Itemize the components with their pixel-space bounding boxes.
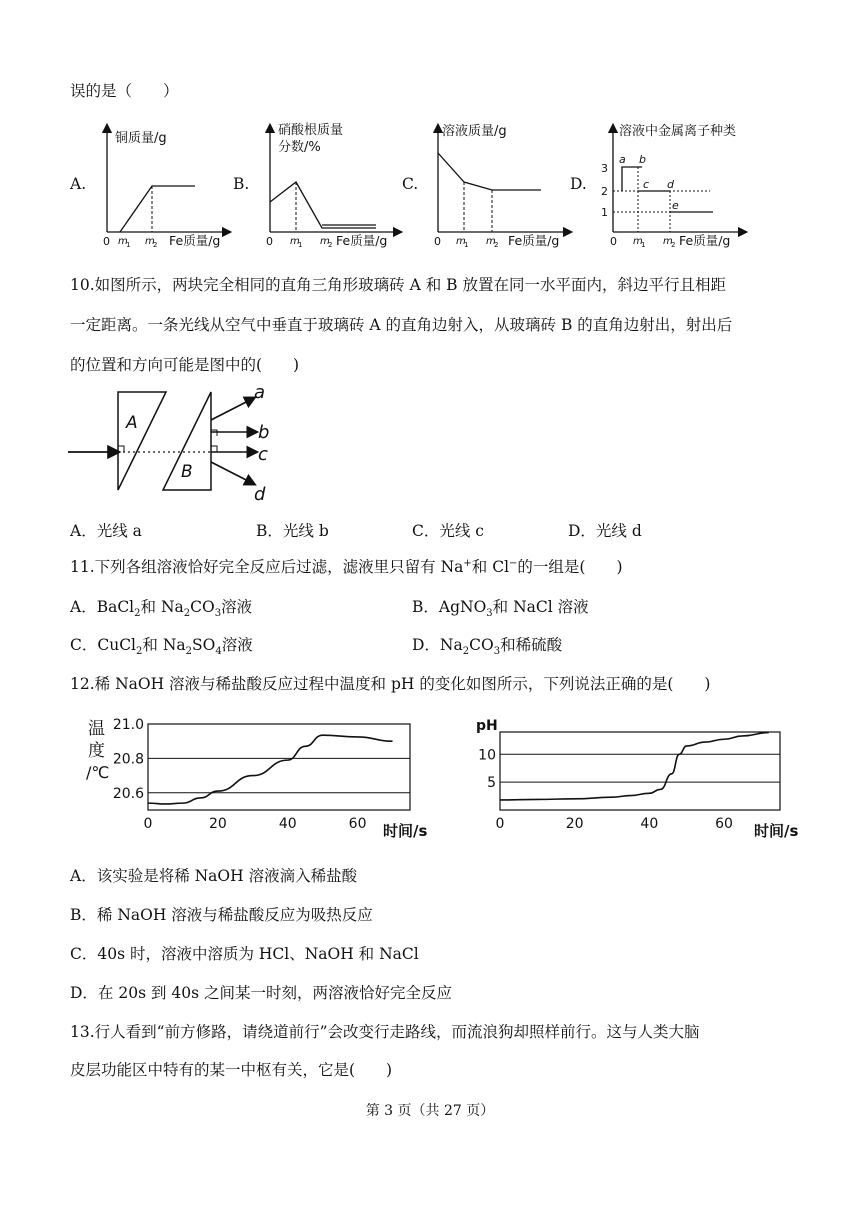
svg-text:m: m — [290, 236, 300, 247]
svg-text:m: m — [633, 236, 643, 247]
svg-text:m: m — [118, 236, 128, 247]
ph-ylabel: pH — [476, 718, 498, 734]
svg-text:2: 2 — [153, 241, 158, 249]
q9b-nitrate-line — [270, 182, 376, 228]
svg-text:1: 1 — [641, 241, 646, 249]
svg-text:1: 1 — [464, 241, 469, 249]
svg-text:1: 1 — [298, 241, 303, 249]
svg-text:1: 1 — [126, 241, 131, 249]
svg-text:a: a — [619, 153, 626, 166]
q9-graph-b — [258, 120, 406, 255]
temp-ylabel-3: /℃ — [86, 763, 110, 782]
temp-xtick-label: 60 — [348, 816, 367, 832]
temp-ytick-label: 20.8 — [112, 751, 144, 768]
svg-text:0: 0 — [610, 235, 617, 248]
svg-text:m: m — [145, 236, 155, 247]
q9b-ylabel-1: 硝酸根质量 — [278, 123, 344, 138]
page-footer: 第 3 页（共 27 页） — [365, 1103, 495, 1119]
svg-text:b: b — [639, 153, 646, 166]
q11-option-d: D．$Na_2CO_3$和稀硫酸 — [412, 636, 563, 658]
svg-text:m: m — [320, 236, 330, 247]
prism-a — [118, 392, 166, 490]
q9b-ylabel-2: 分数/% — [278, 140, 321, 155]
temp-ylabel-2: 度 — [88, 741, 105, 761]
temp-xtick-label: 20 — [208, 816, 227, 832]
temp-series-line — [148, 735, 393, 804]
ray-d — [211, 462, 254, 484]
q10-stem-line1: 10.如图所示，两块完全相同的直角三角形玻璃砖 A 和 B 放置在同一水平面内，斜边平行且相距 — [70, 276, 726, 294]
q12-option-d: D．在 20s 到 40s 之间某一时刻，两溶液恰好完全反应 — [70, 984, 452, 1002]
svg-text:m: m — [486, 236, 496, 247]
ph-xtick-label: 40 — [640, 816, 659, 832]
q11-option-b: B．AgNO$_3$和 NaCl 溶液 — [412, 598, 589, 620]
q10-option-a: A．光线 a — [70, 522, 142, 540]
svg-text:3: 3 — [601, 162, 608, 175]
svg-text:a: a — [254, 382, 266, 403]
ph-xlabel: 时间/s — [754, 822, 799, 840]
q9-option-a-letter: A. — [70, 175, 87, 193]
ph-xtick-label: 20 — [565, 816, 584, 832]
q9-graph-c — [426, 120, 576, 255]
q9c-solution-line — [438, 153, 541, 190]
svg-text:2: 2 — [328, 241, 333, 249]
temp-xtick-label: 0 — [143, 816, 153, 832]
q12-option-c: C．40s 时，溶液中溶质为 HCl、NaOH 和 NaCl — [70, 945, 419, 963]
q9-graph-a — [95, 120, 235, 255]
q13-stem-line2: 皮层功能区中特有的某一中枢有关，它是( ) — [70, 1061, 393, 1079]
svg-text:d: d — [667, 178, 674, 191]
temp-xlabel: 时间/s — [383, 822, 428, 840]
temp-xtick-label: 40 — [278, 816, 297, 832]
ray-a — [211, 398, 254, 420]
temp-ytick-label: 21.0 — [112, 717, 144, 733]
svg-text:2: 2 — [601, 185, 608, 198]
ph-xtick-label: 0 — [495, 816, 505, 832]
svg-text:m: m — [663, 236, 673, 247]
svg-text:e: e — [672, 199, 679, 212]
q10-option-d: D．光线 d — [568, 522, 642, 540]
q9-option-d-letter: D. — [570, 175, 587, 193]
svg-text:b: b — [258, 422, 270, 443]
q10-stem-line3: 的位置和方向可能是图中的( ) — [70, 356, 300, 374]
q9-stem-tail: 误的是（ ） — [70, 82, 179, 100]
svg-text:d: d — [254, 484, 266, 505]
ph-ytick-label: 10 — [478, 747, 496, 764]
svg-text:m: m — [456, 236, 466, 247]
q9d-ylabel: 溶液中金属离子种类 — [619, 124, 737, 139]
svg-text:2: 2 — [671, 241, 676, 249]
q10-prism-figure — [68, 380, 298, 505]
q9-option-b-letter: B. — [233, 175, 250, 193]
q9a-copper-line — [120, 186, 195, 232]
q10-option-b: B．光线 b — [256, 522, 329, 540]
ph-ytick-label: 5 — [487, 775, 496, 792]
q9b-xlabel: Fe质量/g — [336, 233, 388, 248]
q9c-ylabel: 溶液质量/g — [442, 124, 507, 139]
q12-option-a: A．该实验是将稀 NaOH 溶液滴入稀盐酸 — [70, 867, 358, 885]
q9-graph-d — [595, 120, 750, 255]
q11-stem: 11.下列各组溶液恰好完全反应后过滤，滤液里只留有 Na+和 Cl−的一组是( ) — [70, 557, 623, 576]
q10-stem-line2: 一定距离。一条光线从空气中垂直于玻璃砖 A 的直角边射入，从玻璃砖 B 的直角边射出，射出后 — [70, 316, 733, 334]
q11-option-a: A．BaCl$_2$和 $Na_2CO_3$溶液 — [70, 598, 253, 620]
svg-text:c: c — [643, 178, 650, 191]
q12-option-b: B．稀 NaOH 溶液与稀盐酸反应为吸热反应 — [70, 906, 373, 924]
q9d-segment-ab — [622, 167, 642, 191]
svg-text:0: 0 — [103, 235, 110, 248]
q12-temperature-chart — [80, 712, 440, 842]
q9c-xlabel: Fe质量/g — [508, 233, 560, 248]
temp-frame — [148, 724, 410, 810]
svg-text:c: c — [258, 444, 268, 465]
svg-text:A: A — [126, 413, 138, 433]
q10-option-c: C．光线 c — [412, 522, 484, 540]
q9d-xlabel: Fe质量/g — [679, 233, 731, 248]
temp-ytick-label: 20.6 — [112, 785, 144, 802]
ph-frame — [500, 732, 780, 810]
q13-stem-line1: 13.行人看到“前方修路，请绕道前行”会改变行走路线，而流浪狗却照样前行。这与人类大脑 — [70, 1023, 700, 1041]
q12-stem: 12.稀 NaOH 溶液与稀盐酸反应过程中温度和 pH 的变化如图所示，下列说法正确的是( ) — [70, 675, 711, 693]
q9-option-c-letter: C. — [402, 175, 419, 193]
ph-xtick-label: 60 — [715, 816, 733, 832]
ph-series-line — [500, 733, 769, 800]
svg-text:2: 2 — [494, 241, 499, 249]
q12-ph-chart — [470, 712, 810, 842]
svg-text:0: 0 — [266, 235, 273, 248]
temp-ylabel-1: 温 — [88, 719, 105, 739]
svg-text:B: B — [181, 462, 193, 482]
q9a-xlabel: Fe质量/g — [169, 233, 221, 248]
svg-text:1: 1 — [601, 206, 608, 219]
svg-text:0: 0 — [434, 235, 441, 248]
q9a-ylabel: 铜质量/g — [115, 131, 167, 146]
q11-option-c: C．CuCl$_2$和 $Na_2SO_4$溶液 — [70, 636, 253, 658]
